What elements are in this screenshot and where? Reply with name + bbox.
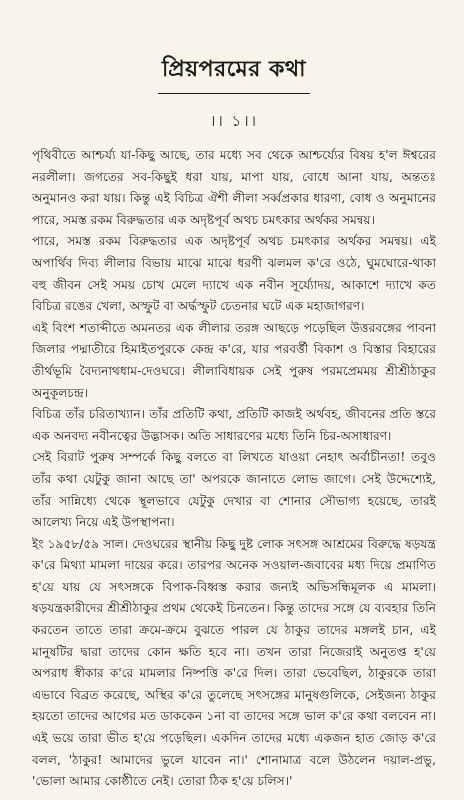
paragraph-2: পারে, সমস্ত রকম বিরুদ্ধতার এক অদৃষ্টপূর্ব অথচ চমৎকার অর্থকর সমন্বয়। এই অপার্থিব দিব্য লীলার বিভায় মাঝে মাঝে ধরণী ঝলমল ক'রে ওঠে, ঘুমঘোরে-থাকা বহু জীবন সেই সময় চোখ মেলে দ্যাখে এক নবীন সূর্য্যোদয়, আকাশে দ্যাখে কত বিচিত্র রঙের খেলা, অস্ফুট বা অর্দ্ধস্ফুট চেতনার ঘটে এক মহাজাগরণ।: [32, 234, 436, 314]
section-number: ।। ১।।: [210, 112, 258, 130]
paragraph-1: পৃথিবীতে আশ্চর্য্য যা-কিছু আছে, তার মধ্যে সব থেকে আশ্চর্য্যের বিষয় হ'ল ঈশ্বরের নরলীলা। জগতের সব-কিছুই ধরা যায়, মাপা যায়, বোধে আনা যায়, অন্ততঃ অনুমানও করা যায়। কিন্তু এই বিচিত্র ঐশী লীলা সর্ব্বপ্রকার ধারণা, বোধ ও অনুমানের পারে, সমস্ত রকম বিরুদ্ধতার এক অদৃষ্টপূর্ব অথচ চমৎকার অর্থকর সমন্বয়।: [32, 148, 436, 227]
paragraph-5: সেই বিরাট পুরুষ সম্পর্কে কিছু বলতে বা লিখতে যাওয়া নেহাৎ অর্বাচীনতা! তবুও তাঁর কথা যেটুকু জানা আছে তা' অপরকে জানাতে লোভ জাগে। সেই উদ্দেশ্যেই, তাঁর সান্নিধ্যে থেকে স্থূলভাবে যেটুকু দেখার বা শোনার সৌভাগ্য হয়েছে, তারই আলেখ্য নিয়ে এই উপস্থাপনা।: [32, 450, 436, 530]
paragraph-6: ইং ১৯৫৮/৫৯ সাল। দেওঘরের স্থানীয় কিছু দুষ্ট লোক সৎসঙ্গ আশ্রমের বিরুদ্ধে ষড়যন্ত্র ক'রে মিথ্যা মামলা দায়ের করে। তারপর অনেক সওয়াল-জবাবের মধ্য দিয়ে প্রমাণিত হ'য়ে যায় যে সৎসঙ্গকে বিপাক-বিধ্বস্ত করার জন্যই অভিসন্ধিমূলক এ মামলা। ষড়যন্ত্রকারীদের শ্রীশ্রীঠাকুর প্রথম থেকেই চিনতেন। কিন্তু তাদের সঙ্গে যে ব্যবহার তিনি করতেন তাতে তারা ক্রমে-ক্রমে বুঝতে পারল যে ঠাকুর তাদের মঙ্গলই চান, এই মানুষটির দ্বারা তাদের কোন ক্ষতি হবে না। তখন তারা নিজেরাই অনুতপ্ত হ'য়ে অপরাধ স্বীকার ক'রে মামলার নিষ্পত্তি ক'রে দিল। তারা ভেবেছিল, ঠাকুরকে তারা এভাবে বিব্রত করেছে, অস্থির ক'রে তুলেছে সৎসঙ্গের মানুষগুলিকে, সেইজন্য ঠাকুর হয়তো তাদের আগের মত ডাককেন ১না বা তাদের সঙ্গে ভাল ক'রে কথা বলবেন না। এই ভয়ে তারা ভীত হ'য়ে পড়েছিল। একদিন তাদের মধ্যে একজন হাত জোড় ক'রে বলল, 'ঠাকুর! আমাদের ভুলে যাবেন না।' শোনামাত্র বলে উঠলেন দয়াল-প্রভু, 'ভোলা আমার কোষ্ঠীতে নেই। তোরা ঠিক হ'য়ে চলিস।': [32, 536, 436, 789]
body-text: [32, 145, 436, 793]
page-title: প্রিয়পরমের কথা: [161, 56, 307, 82]
paragraph-3: এই বিংশ শতাব্দীতে অমনতর এক লীলার তরঙ্গ আছড়ে পড়েছিল উত্তরবঙ্গের পাবনা জিলার পদ্মাতীরে হিমাইতপুরকে কেন্দ্র ক'রে, যার পরবর্ত্তী বিকাশ ও বিস্তার বিহারের তীর্থভূমি বৈদ্যনাথধাম-দেওঘরে। লীলাবিধায়ক সেই পুরুষ পরমপ্রেমময় শ্রীশ্রীঠাকুর অনুকূলচন্দ্র।: [32, 320, 436, 400]
title-underline: [158, 93, 310, 94]
paragraph-4: বিচিত্র তাঁর চরিতাখ্যান। তাঁর প্রতিটি কথা, প্রতিটি কাজই অর্থবহ, জীবনের প্রতি স্তরে এক অনবদ্য নবীনত্বের উদ্ভাসক। অতি সাধারণের মধ্যে তিনি চির-অসাধারণ।: [32, 407, 436, 443]
